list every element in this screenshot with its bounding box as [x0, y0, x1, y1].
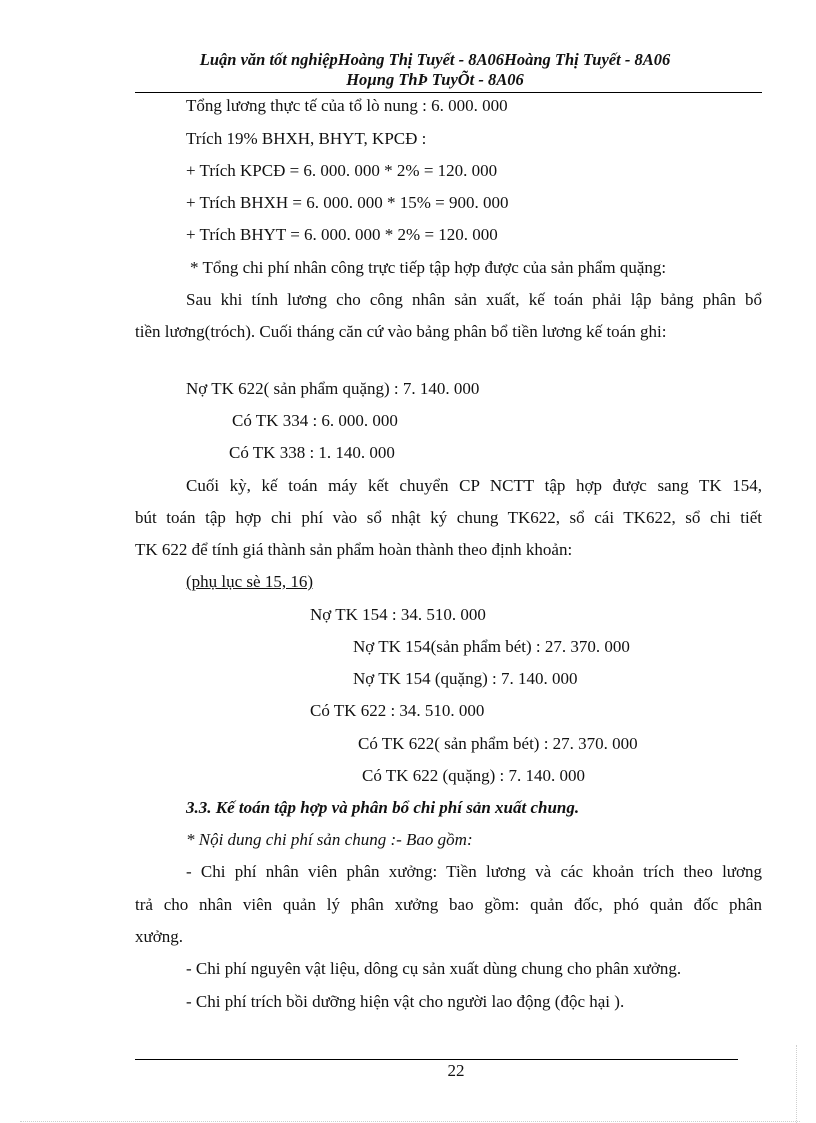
page-number: 22 [447, 1061, 465, 1080]
running-header-line-2: Hoµng ThÞ TuyÕt - 8A06 [346, 70, 524, 89]
bhyt-calc: + Trích BHYT = 6. 000. 000 * 2% = 120. 000 [186, 225, 498, 244]
paragraph-line: Sau khi tính lương cho công nhân sản xuất, kế toán phải lập bảng phân bổ [186, 290, 762, 309]
footer-rule [135, 1059, 738, 1060]
paragraph-line: xưởng. [135, 927, 183, 946]
journal-debit-line: Nợ TK 154(sản phẩm bét) : 27. 370. 000 [353, 637, 630, 656]
paragraph-line: - Chi phí nhân viên phân xưởng: Tiền lương và các khoản trích theo lương [186, 862, 762, 881]
page-edge-dotted-border [20, 1121, 800, 1122]
journal-debit-line: Nợ TK 154 (quặng) : 7. 140. 000 [353, 669, 578, 688]
paragraph-line: tiền lương(tróch). Cuối tháng căn cứ vào bảng phân bổ tiền lương kế toán ghi: [135, 322, 667, 341]
journal-credit-line: Có TK 338 : 1. 140. 000 [229, 443, 395, 462]
paragraph-line: TK 622 để tính giá thành sản phẩm hoàn thành theo định khoản: [135, 540, 573, 559]
journal-debit-line: Nợ TK 622( sản phẩm quặng) : 7. 140. 000 [186, 379, 480, 398]
list-item: - Chi phí nguyên vật liệu, dông cụ sản xuất dùng chung cho phân xưởng. [186, 959, 682, 978]
section-heading: 3.3. Kế toán tập hợp và phân bổ chi phí sản xuất chung. [186, 798, 580, 817]
paragraph-line: Cuối kỳ, kế toán máy kết chuyển CP NCTT tập hợp được sang TK 154, [186, 476, 762, 495]
journal-credit-line: Có TK 334 : 6. 000. 000 [232, 411, 398, 430]
bhxh-calc: + Trích BHXH = 6. 000. 000 * 15% = 900. 000 [186, 193, 509, 212]
paragraph-line: bút toán tập hợp chi phí vào sổ nhật ký chung TK622, sổ cái TK622, sổ chi tiết [135, 508, 762, 527]
total-wage-line: Tổng lương thực tế của tổ lò nung : 6. 000. 000 [186, 96, 508, 115]
journal-credit-line: Có TK 622( sản phẩm bét) : 27. 370. 000 [358, 734, 638, 753]
journal-debit-line: Nợ TK 154 : 34. 510. 000 [310, 605, 486, 624]
list-item: - Chi phí trích bồi dưỡng hiện vật cho người lao động (độc hại ). [186, 992, 625, 1011]
header-rule [135, 92, 762, 93]
deduction-heading: Trích 19% BHXH, BHYT, KPCĐ : [186, 129, 427, 148]
labor-cost-summary: * Tổng chi phí nhân công trực tiếp tập hợp được của sản phẩm quặng: [190, 258, 667, 277]
kpcd-calc: + Trích KPCĐ = 6. 000. 000 * 2% = 120. 000 [186, 161, 498, 180]
journal-credit-line: Có TK 622 (quặng) : 7. 140. 000 [362, 766, 586, 785]
running-header-line-1: Luận văn tốt nghiệpHoàng Thị Tuyết - 8A06Hoàng Thị Tuyết - 8A06 [199, 50, 671, 69]
paragraph-line: trả cho nhân viên quản lý phân xưởng bao gồm: quản đốc, phó quản đốc phân [135, 895, 762, 914]
appendix-reference: (phụ lục sè 15, 16) [186, 572, 314, 591]
journal-credit-line: Có TK 622 : 34. 510. 000 [310, 701, 485, 720]
page-edge-dotted-border [796, 1045, 797, 1123]
subsection-heading: * Nội dung chi phí sản chung :- Bao gồm: [186, 830, 473, 849]
